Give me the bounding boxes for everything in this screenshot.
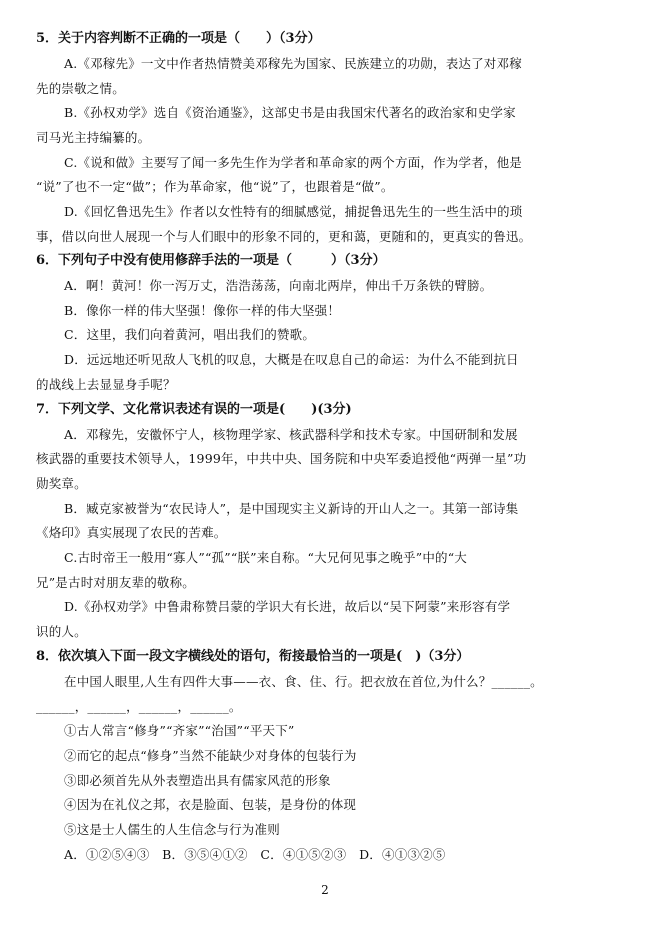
q6-option-d-line-1: D．远远地还听见敌人飞机的叹息，大概是在叹息自己的命运：为什么不能到抗日 <box>64 352 519 367</box>
q7-option-b-line-1: B．臧克家被誉为“农民诗人”，是中国现实主义新诗的开山人之一。其第一部诗集 <box>64 501 519 516</box>
q6-option-b: B．像你一样的伟大坚强！像你一样的伟大坚强！ <box>64 303 341 318</box>
q5-option-b-line-2: 司马光主持编纂的。 <box>36 130 151 145</box>
question-5-title: 5．关于内容判断不正确的一项是（ ）（3分） <box>36 31 321 46</box>
q8-sentence-3: ③即必须首先从外表塑造出具有儒家风范的形象 <box>64 773 331 788</box>
q8-sentence-2: ②而它的起点“修身”当然不能缺少对身体的包装行为 <box>64 748 357 763</box>
q5-option-c-line-1: C.《说和做》主要写了闻一多先生作为学者和革命家的两个方面，作为学者，他是 <box>64 155 522 170</box>
q7-option-a-line-2: 核武器的重要技术领导人，1999年，中共中央、国务院和中央军委追授他“两弹一星”功 <box>36 451 527 466</box>
q5-option-a-line-2: 先的崇敬之情。 <box>36 81 125 96</box>
q7-option-a-line-1: A．邓稼先，安徽怀宁人，核物理学家、核武器科学和技术专家。中国研制和发展 <box>64 427 518 442</box>
q8-sentence-1: ①古人常言“修身”“齐家”“治国”“平天下” <box>64 723 295 738</box>
question-6-title: 6．下列句子中没有使用修辞手法的一项是（ ）（3分） <box>36 253 386 268</box>
q5-option-c-line-2: “说”了也不一定“做”；作为革命家，他“说”了，也跟着是“做”。 <box>36 179 394 194</box>
q8-answer-options: A．①②⑤④③ B．③⑤④①② C．④①⑤②③ D．④①③②⑤ <box>64 847 446 862</box>
q7-option-b-line-2: 《烙印》真实展现了农民的苦难。 <box>36 525 227 540</box>
question-8-title: 8．依次填入下面一段文字横线处的语句，衔接最恰当的一项是( )（3分） <box>36 649 470 664</box>
q8-passage-blanks: ______，______，______，______。 <box>36 699 242 714</box>
q8-sentence-4: ④因为在礼仪之邦，衣是脸面、包装，是身份的体现 <box>64 797 357 812</box>
q5-option-d-line-1: D.《回忆鲁迅先生》作者以女性特有的细腻感觉，捕捉鲁迅先生的一些生活中的琐 <box>64 204 523 219</box>
q8-passage-line-1: 在中国人眼里,人生有四件大事——衣、食、住、行。把衣放在首位,为什么？______。 <box>64 674 543 689</box>
page-number: 2 <box>321 883 329 897</box>
q7-option-a-line-3: 勋奖章。 <box>36 476 87 491</box>
q5-option-a-line-1: A.《邓稼先》一文中作者热情赞美邓稼先为国家、民族建立的功勋，表达了对邓稼 <box>64 56 522 71</box>
q7-option-c-line-2: 兄”是古时对朋友辈的敬称。 <box>36 575 195 590</box>
q6-option-d-line-2: 的战线上去显显身手呢？ <box>36 377 176 392</box>
q5-option-b-line-1: B.《孙权劝学》选自《资治通鉴》，这部史书是由我国宋代著名的政治家和史学家 <box>64 105 516 120</box>
q5-option-d-line-2: 事，借以向世人展现一个与人们眼中的形象不同的，更和蔼，更随和的，更真实的鲁迅。 <box>36 229 532 244</box>
q6-option-c: C．这里，我们向着黄河，唱出我们的赞歌。 <box>64 327 316 342</box>
q7-option-c-line-1: C.古时帝王一般用“寡人”“孤”“朕”来自称。“大兄何见事之晚乎”中的“大 <box>64 550 468 565</box>
q6-option-a: A．啊！黄河！你一泻万丈，浩浩荡荡，向南北两岸，伸出千万条铁的臂膀。 <box>64 278 493 293</box>
q8-sentence-5: ⑤这是士人儒生的人生信念与行为准则 <box>64 822 280 837</box>
q7-option-d-line-2: 识的人。 <box>36 624 87 639</box>
q7-option-d-line-1: D.《孙权劝学》中鲁肃称赞吕蒙的学识大有长进，故后以“吴下阿蒙”来形容有学 <box>64 599 511 614</box>
question-7-title: 7．下列文学、文化常识表述有误的一项是( )(3分) <box>36 402 352 417</box>
